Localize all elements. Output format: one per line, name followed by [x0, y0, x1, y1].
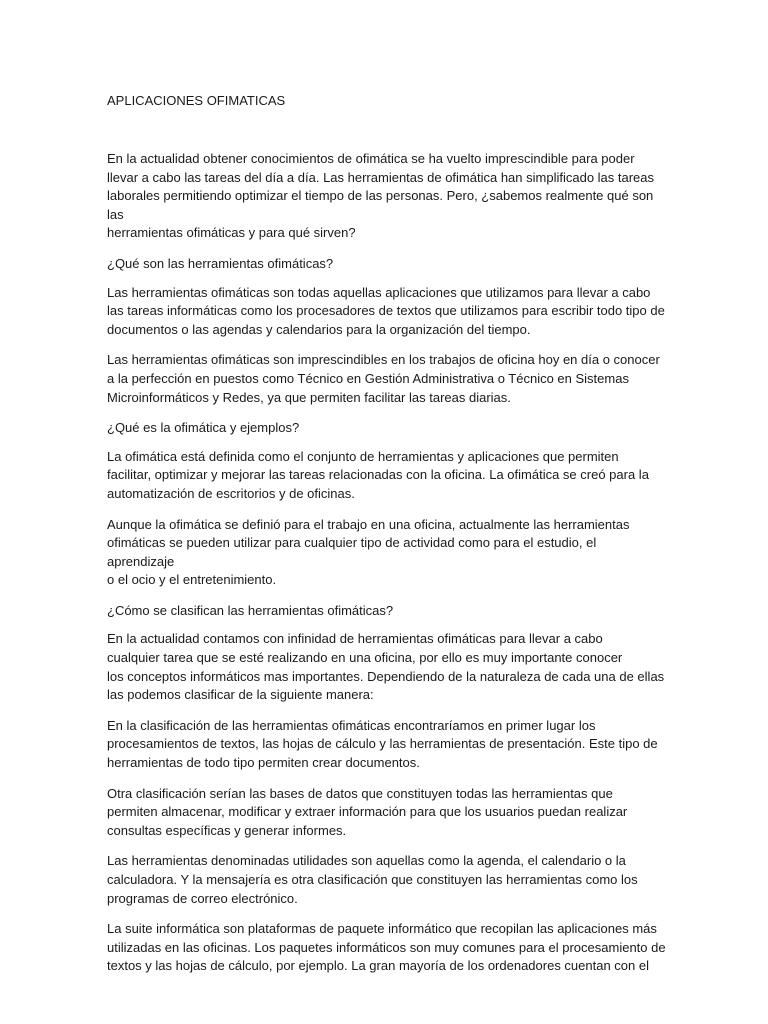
section-heading-que-son: ¿Qué son las herramientas ofimáticas?	[107, 255, 334, 271]
paragraph: La suite informática son plataformas de paquete informático que recopilan las aplicaciones más utilizadas en las oficinas. Los paquetes informáticos son muy comunes para el procesamiento de textos y las hojas de cálculo, por ejemplo. La gran mayoría de los ordenadores cuentan con el	[107, 921, 666, 974]
paragraph: La ofimática está definida como el conjunto de herramientas y aplicaciones que permiten facilitar, optimizar y mejorar las tareas relacionadas con la oficina. La ofimática se creó para la automatización de escritorios y de oficinas.	[107, 448, 649, 501]
document-title: APLICACIONES OFIMATICAS	[107, 93, 286, 108]
paragraph: Aunque la ofimática se definió para el trabajo en una oficina, actualmente las herramientas ofimáticas se pueden utilizar para cualquier tipo de actividad como para el estudio, el aprendizaje o el ocio y el entretenimiento.	[107, 516, 630, 588]
paragraph: En la actualidad contamos con infinidad de herramientas ofimáticas para llevar a cabo cualquier tarea que se esté realizando en una oficina, por ello es muy importante conocer los conceptos informáticos mas importantes. Dependiendo de la naturaleza de cada una de ellas las podemos clasificar de la siguiente manera:	[107, 631, 665, 703]
paragraph: Las herramientas ofimáticas son todas aquellas aplicaciones que utilizamos para llevar a cabo las tareas informáticas como los procesadores de textos que utilizamos para escribir todo tipo de documentos o las agendas y calendarios para la organización del tiempo.	[107, 284, 665, 337]
paragraph: En la clasificación de las herramientas ofimáticas encontraríamos en primer lugar los procesamientos de textos, las hojas de cálculo y las herramientas de presentación. Este tipo de herramientas de todo tipo permiten crear documentos.	[107, 717, 658, 771]
section-heading-que-es: ¿Qué es la ofimática y ejemplos?	[107, 420, 300, 436]
paragraph: Las herramientas denominadas utilidades son aquellas como la agenda, el calendario o la calculadora. Y la mensajería es otra clasificación que constituyen las herramientas como los programas de correo electrónico.	[107, 853, 638, 906]
section-heading-como-se-clasifican: ¿Cómo se clasifican las herramientas ofimáticas?	[107, 602, 394, 618]
paragraph-intro: En la actualidad obtener conocimientos de ofimática se ha vuelto imprescindible para poder llevar a cabo las tareas del día a día. Las herramientas de ofimática han simplificado las tareas laborales permitiendo optimizar el tiempo de las personas. Pero, ¿sabemos realmente qué son las herramientas ofimáticas y para qué sirven?	[107, 151, 655, 241]
paragraph: Otra clasificación serían las bases de datos que constituyen todas las herramientas que permiten almacenar, modificar y extraer información para que los usuarios puedan realizar consultas específicas y generar informes.	[107, 785, 628, 838]
document-body	[107, 150, 667, 988]
paragraph: Las herramientas ofimáticas son imprescindibles en los trabajos de oficina hoy en día o conocer a la perfección en puestos como Técnico en Gestión Administrativa o Técnico en Sistemas Microinformáticos y Redes, ya que permiten facilitar las tareas diarias.	[107, 352, 660, 405]
